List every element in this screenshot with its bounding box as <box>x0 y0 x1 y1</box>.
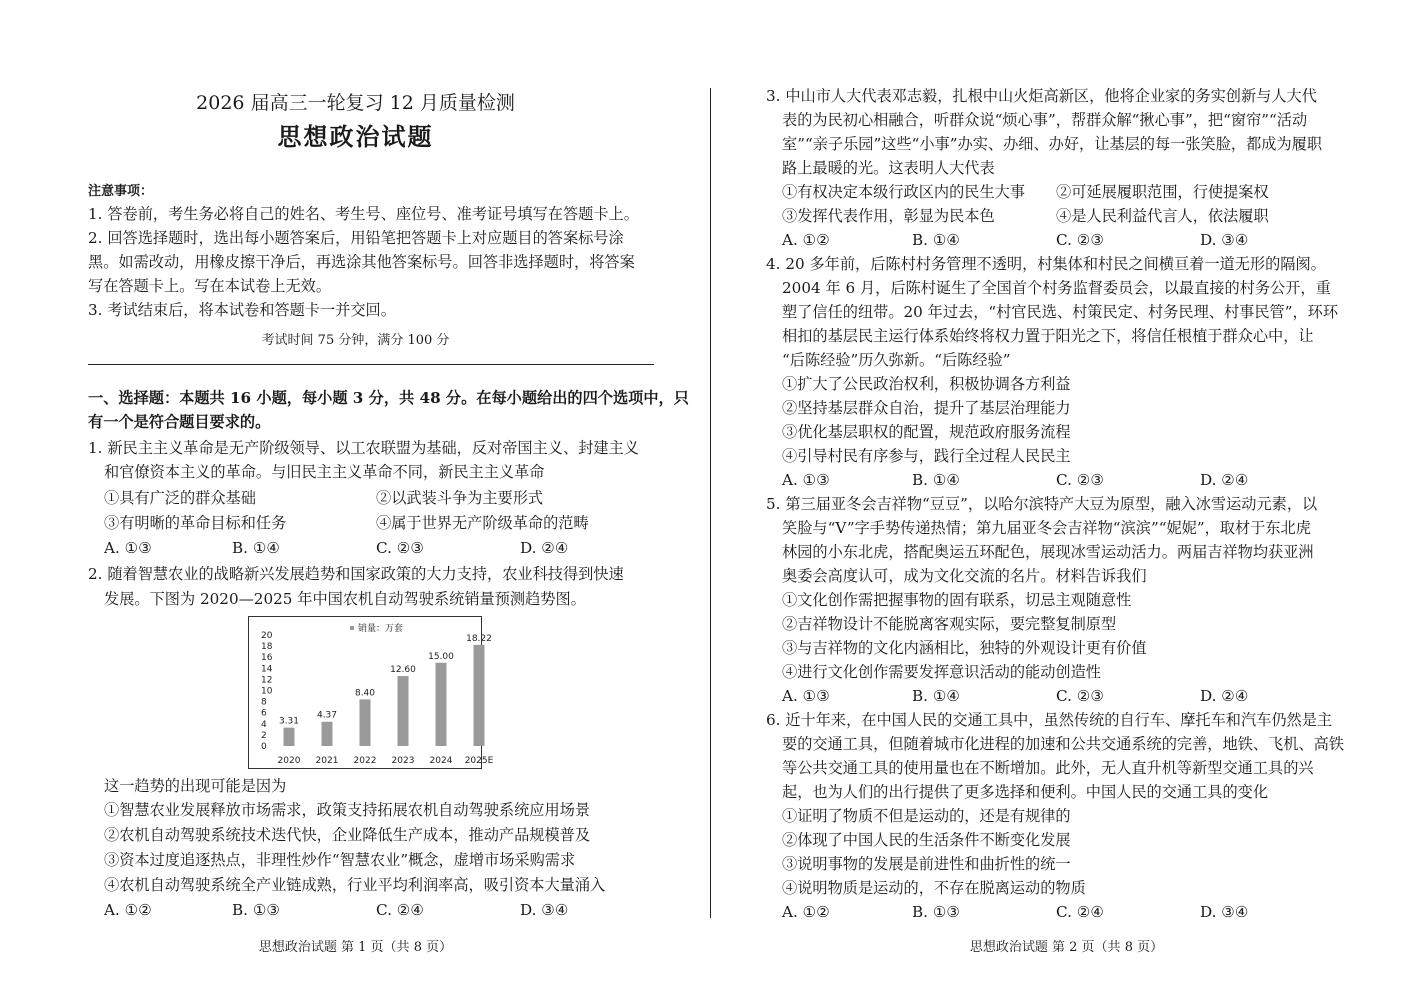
q5-option-c: C. ②③ <box>1056 687 1104 705</box>
q3-stem: 室”“亲子乐园”这些“小事”办实、办细、办好，让基层的每一张笑脸，都成为履职 <box>782 135 1323 153</box>
y-tick-label: 6 <box>261 708 267 719</box>
q3-stem: 3. 中山市人大代表邓志毅，扎根中山火炬高新区，他将企业家的务实创新与人大代 <box>766 87 1317 105</box>
section-heading: 一、选择题：本题共 16 小题，每小题 3 分，共 48 分。在每小题给出的四个选项中，只 <box>88 389 689 407</box>
q1-option-b: B. ①④ <box>232 539 281 557</box>
q4-option-b: B. ①④ <box>912 471 961 489</box>
q3-option-d: D. ③④ <box>1200 231 1249 249</box>
y-tick-label: 12 <box>261 675 273 686</box>
q4-stem: 4. 20 多年前，后陈村村务管理不透明，村集体和村民之间横亘着一道无形的隔阂。 <box>766 255 1326 273</box>
x-tick-label: 2023 <box>391 756 415 766</box>
q5-option-a: A. ①③ <box>782 687 830 705</box>
bar-2025E <box>474 645 485 746</box>
bar-value-label: 4.37 <box>316 710 338 721</box>
q2-item: ①智慧农业发展释放市场需求，政策支持拓展农机自动驾驶系统应用场景 <box>104 801 590 819</box>
q2-item: ③资本过度追逐热点，非理性炒作“智慧农业”概念，虚增市场采购需求 <box>104 851 576 869</box>
y-tick-label: 8 <box>261 697 267 708</box>
q3-item: ②可延展履职范围，行使提案权 <box>1056 183 1269 201</box>
q1-option-a: A. ①③ <box>104 539 152 557</box>
note-line: 黑。如需改动，用橡皮擦干净后，再选涂其他答案标号。回答非选择题时，将答案 <box>88 253 635 271</box>
y-tick-label: 16 <box>261 653 273 664</box>
y-tick-label: 0 <box>261 742 267 752</box>
y-tick-label: 14 <box>261 664 273 675</box>
q6-item: ①证明了物质不但是运动的，还是有规律的 <box>782 807 1071 825</box>
q4-stem: 相扣的基层民主运行体系始终将权力置于阳光之下，将信任根植于群众心中，让 <box>782 327 1314 345</box>
x-tick-label: 2021 <box>315 756 339 766</box>
bar-value-label: 12.60 <box>390 665 416 676</box>
q5-stem: 5. 第三届亚冬会吉祥物“豆豆”，以哈尔滨特产大豆为原型，融入冰雪运动元素，以 <box>766 495 1318 513</box>
q6-option-c: C. ②④ <box>1056 903 1104 921</box>
subject-title: 思想政治试题 <box>277 122 434 151</box>
q3-stem: 表的为民初心相融合，听群众说“烦心事”，帮群众解“揪心事”，把“窗帘”“活动 <box>782 111 1308 129</box>
q1-stem: 1. 新民主主义革命是无产阶级领导、以工农联盟为基础，反对帝国主义、封建主义 <box>88 439 639 457</box>
q2-stem: 2. 随着智慧农业的战略新兴发展趋势和国家政策的大力支持，农业科技得到快速 <box>88 565 624 583</box>
q3-option-c: C. ②③ <box>1056 231 1104 249</box>
q3-option-b: B. ①④ <box>912 231 961 249</box>
q2-item: ④农机自动驾驶系统全产业链成熟，行业平均利润率高，吸引资本大量涌入 <box>104 876 606 894</box>
q6-item: ②体现了中国人民的生活条件不断变化发展 <box>782 831 1071 849</box>
section-heading-cont: 有一个是符合题目要求的。 <box>88 413 271 431</box>
q4-item: ③优化基层职权的配置，规范政府服务流程 <box>782 423 1071 441</box>
exam-title: 2026 届高三一轮复习 12 月质量检测 <box>196 92 515 114</box>
q3-item: ④是人民利益代言人，依法履职 <box>1056 207 1269 225</box>
q5-item: ④进行文化创作需要发挥意识活动的能动创造性 <box>782 663 1101 681</box>
q4-option-c: C. ②③ <box>1056 471 1104 489</box>
q1-option-c: C. ②③ <box>376 539 424 557</box>
column-divider <box>710 88 711 918</box>
q3-item: ③发挥代表作用，彰显为民本色 <box>782 207 995 225</box>
bar-2020 <box>284 728 295 746</box>
page-footer-left: 思想政治试题 第 1 页（共 8 页） <box>258 940 453 955</box>
bar-value-label: 8.40 <box>354 688 376 699</box>
y-tick-label: 4 <box>261 719 267 730</box>
x-tick-label: 2022 <box>353 756 377 766</box>
x-tick-label: 2020 <box>277 756 301 766</box>
q2-option-b: B. ①③ <box>232 901 281 919</box>
note-line: 写在答题卡上。写在本试卷上无效。 <box>88 277 331 295</box>
q1-item: ①具有广泛的群众基础 <box>104 489 256 507</box>
legend-label: 销量：万套 <box>358 624 404 634</box>
page-2 <box>712 0 1421 1006</box>
q6-stem: 6. 近十年来，在中国人民的交通工具中，虽然传统的自行车、摩托车和汽车仍然是主 <box>766 711 1333 729</box>
q2-option-d: D. ③④ <box>520 901 569 919</box>
exam-time-info: 考试时间 75 分钟，满分 100 分 <box>261 333 450 348</box>
bar-2021 <box>322 722 333 746</box>
q3-stem: 路上最暖的光。这表明人大代表 <box>782 159 995 177</box>
q5-item: ①文化创作需把握事物的固有联系，切忌主观随意性 <box>782 591 1132 609</box>
q6-item: ④说明物质是运动的，不存在脱离运动的物质 <box>782 879 1086 897</box>
q5-stem: 奥委会高度认可，成为文化交流的名片。材料告诉我们 <box>782 567 1147 585</box>
q4-item: ④引导村民有序参与，践行全过程人民民主 <box>782 447 1071 465</box>
note-line: 1. 答卷前，考生务必将自己的姓名、考生号、座位号、准考证号填写在答题卡上。 <box>88 205 639 223</box>
q2-lead: 这一趋势的出现可能是因为 <box>104 777 287 795</box>
q5-item: ③与吉祥物的文化内涵相比，独特的外观设计更有价值 <box>782 639 1147 657</box>
bar-2023 <box>398 676 409 746</box>
bar-2022 <box>360 699 371 746</box>
bar-value-label: 18.22 <box>466 633 492 644</box>
q4-option-a: A. ①③ <box>782 471 830 489</box>
q2-option-a: A. ①② <box>104 901 152 919</box>
q6-stem: 起，也为人们的出行提供了更多选择和便利。中国人民的交通工具的变化 <box>782 783 1268 801</box>
q4-option-d: D. ②④ <box>1200 471 1249 489</box>
header-divider <box>88 364 654 365</box>
q4-item: ②坚持基层群众自治，提升了基层治理能力 <box>782 399 1071 417</box>
q4-stem: “后陈经验”历久弥新。“后陈经验” <box>782 351 1011 369</box>
q4-stem: 2004 年 6 月，后陈村诞生了全国首个村务监督委员会，以最直接的村务公开，重 <box>782 279 1331 297</box>
note-line: 2. 回答选择题时，选出每小题答案后，用铅笔把答题卡上对应题目的答案标号涂 <box>88 229 624 247</box>
bar-value-label: 3.31 <box>278 716 300 727</box>
q6-option-b: B. ①③ <box>912 903 961 921</box>
sales-chart <box>248 616 494 769</box>
y-tick-label: 20 <box>261 631 273 641</box>
bar-2024 <box>436 663 447 746</box>
q5-option-b: B. ①④ <box>912 687 961 705</box>
q1-item: ④属于世界无产阶级革命的范畴 <box>376 514 589 532</box>
q2-item: ②农机自动驾驶系统技术迭代快，企业降低生产成本，推动产品规模普及 <box>104 826 590 844</box>
q4-item: ①扩大了公民政治权利，积极协调各方利益 <box>782 375 1071 393</box>
q5-option-d: D. ②④ <box>1200 687 1249 705</box>
q6-stem: 要的交通工具，但随着城市化进程的加速和公共交通系统的完善，地铁、飞机、高铁 <box>782 735 1344 753</box>
q2-stem: 发展。下图为 2020—2025 年中国农机自动驾驶系统销量预测趋势图。 <box>104 590 586 608</box>
q5-stem: 笑脸与“V”字手势传递热情；第九届亚冬会吉祥物“滨滨”“妮妮”，取材于东北虎 <box>782 519 1311 537</box>
x-tick-label: 2024 <box>429 756 453 766</box>
q5-item: ②吉祥物设计不能脱离客观实际，要完整复制原型 <box>782 615 1117 633</box>
q1-option-d: D. ②④ <box>520 539 569 557</box>
q6-item: ③说明事物的发展是前进性和曲折性的统一 <box>782 855 1071 873</box>
q1-item: ②以武装斗争为主要形式 <box>376 489 544 507</box>
q6-option-d: D. ③④ <box>1200 903 1249 921</box>
y-tick-label: 18 <box>261 642 273 653</box>
notes-heading: 注意事项： <box>88 184 154 199</box>
sales-chart-svg <box>249 617 494 768</box>
y-tick-label: 2 <box>261 730 267 741</box>
x-tick-label: 2025E <box>464 756 494 766</box>
q5-stem: 林园的小东北虎，搭配奥运五环配色，展现冰雪运动活力。两届吉祥物均获亚洲 <box>782 543 1314 561</box>
q6-stem: 等公共交通工具的使用量也在不断增加。此外，无人直升机等新型交通工具的兴 <box>782 759 1314 777</box>
q3-item: ①有权决定本级行政区内的民生大事 <box>782 183 1025 201</box>
note-line: 3. 考试结束后，将本试卷和答题卡一并交回。 <box>88 301 396 319</box>
y-tick-label: 10 <box>261 686 273 697</box>
bar-value-label: 15.00 <box>428 651 454 662</box>
q1-item: ③有明晰的革命目标和任务 <box>104 514 287 532</box>
q1-stem: 和官僚资本主义的革命。与旧民主主义革命不同，新民主主义革命 <box>104 463 545 481</box>
legend-swatch <box>350 626 354 630</box>
q3-option-a: A. ①② <box>782 231 830 249</box>
page-footer-right: 思想政治试题 第 2 页（共 8 页） <box>969 940 1164 955</box>
q6-option-a: A. ①② <box>782 903 830 921</box>
q4-stem: 塑了信任的纽带。20 年过去，“村官民选、村策民定、村务民理、村事民管”，环环 <box>782 303 1339 321</box>
q2-option-c: C. ②④ <box>376 901 424 919</box>
